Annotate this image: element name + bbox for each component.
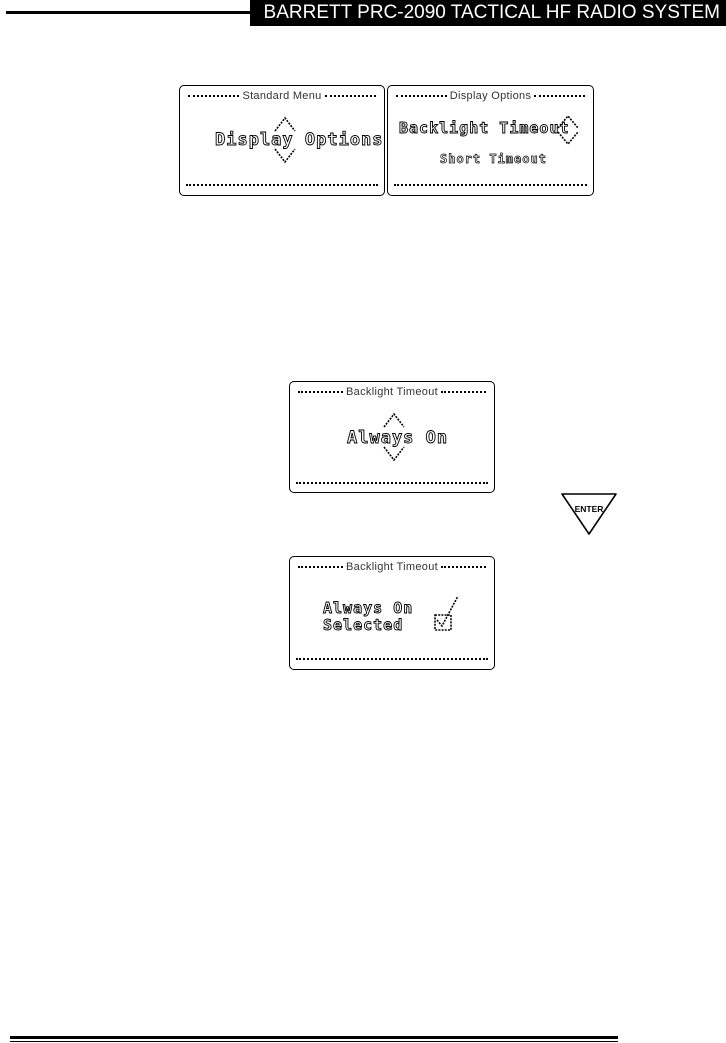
lcd-title-bar xyxy=(298,561,486,573)
confirm-line-2: Selected xyxy=(323,616,404,634)
lcd-title-bar xyxy=(396,90,585,102)
scroll-up-arrow-icon xyxy=(383,412,405,428)
current-value: Short Timeout xyxy=(440,152,547,166)
footer-rule-thick xyxy=(10,1036,618,1039)
menu-item-backlight-timeout: Backlight Timeout xyxy=(399,119,570,137)
lcd-title: Display Options xyxy=(449,90,532,102)
lcd-bottom-rule xyxy=(296,482,488,484)
scroll-down-arrow-icon xyxy=(274,148,296,164)
enter-key-label: ENTER xyxy=(574,504,604,514)
lcd-backlight-timeout xyxy=(289,381,495,493)
page-header: BARRETT PRC-2090 TACTICAL HF RADIO SYSTEM xyxy=(250,0,726,26)
lcd-backlight-selected xyxy=(289,556,495,670)
confirm-line-1: Always On xyxy=(323,599,414,617)
lcd-title-bar xyxy=(298,386,486,398)
lcd-display-options xyxy=(387,85,594,196)
scroll-up-down-arrow-icon xyxy=(556,113,580,147)
lcd-bottom-rule xyxy=(186,184,378,186)
lcd-title: Backlight Timeout xyxy=(346,386,438,398)
footer-rule-thin xyxy=(10,1041,618,1042)
lcd-bottom-rule xyxy=(394,184,587,186)
lcd-standard-menu xyxy=(179,85,385,196)
header-rule xyxy=(6,11,252,14)
lcd-title: Backlight Timeout xyxy=(346,561,438,573)
scroll-down-arrow-icon xyxy=(383,446,405,462)
option-always-on: Always On xyxy=(347,428,449,448)
lcd-title-bar xyxy=(188,90,376,102)
checkbox-checked-icon xyxy=(432,593,462,635)
lcd-title: Standard Menu xyxy=(242,90,322,102)
lcd-bottom-rule xyxy=(296,658,488,660)
menu-item-display-options: Display Options xyxy=(215,130,384,150)
enter-key-icon xyxy=(558,492,620,536)
